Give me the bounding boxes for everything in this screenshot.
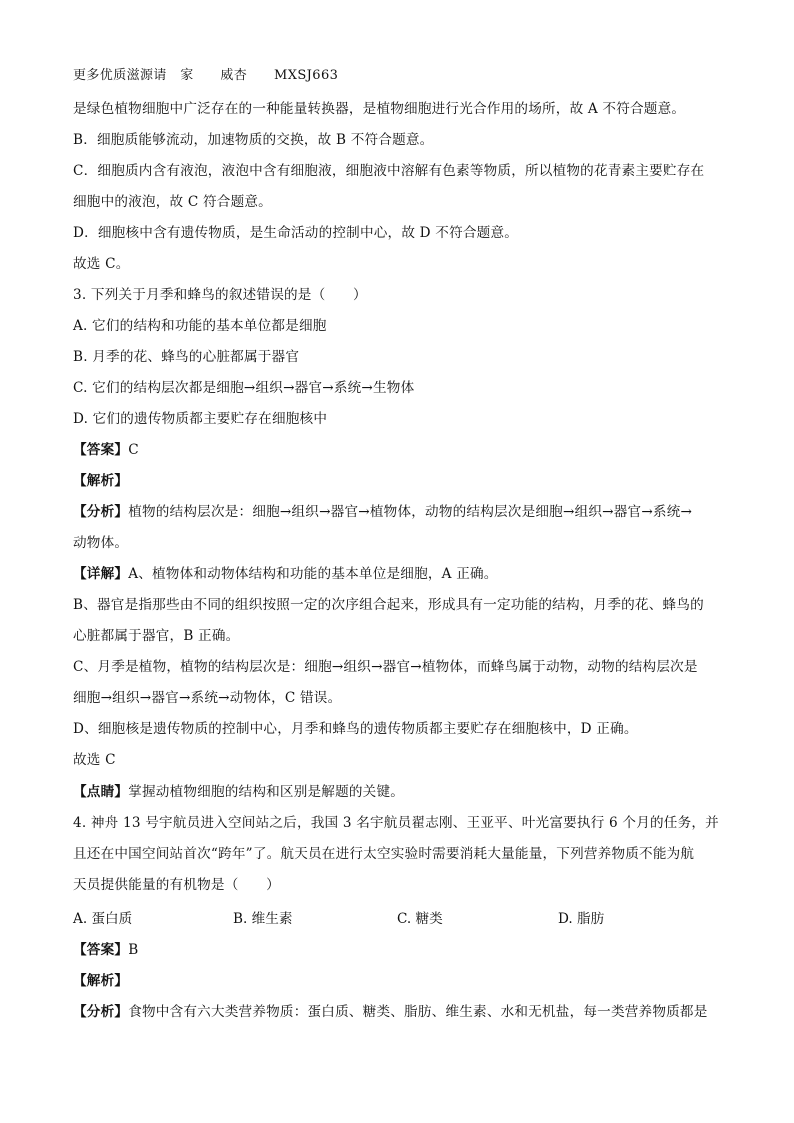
comment-line: 【点睛】掌握动植物细胞的结构和区别是解题的关键。 [73,784,405,800]
answer-line: 【答案】B [73,942,139,958]
option-a: A. 蛋白质 [73,911,133,927]
question-stem: 3. 下列关于月季和蜂鸟的叙述错误的是（ ） [73,287,367,303]
analysis-tag: 【解析】 [73,473,129,489]
text-line: 心脏都属于器官，B 正确。 [73,628,240,644]
page-header-watermark: 更多优质滋源请 家 威杏 MXSJ663 [73,68,339,83]
dianjing-tag: 【点睛】 [73,784,129,800]
text-line: C．细胞质内含有液泡，液泡中含有细胞液，细胞液中溶解有色素等物质，所以植物的花青素主要贮存在 [73,163,705,179]
option-line: D. 它们的遗传物质都主要贮存在细胞核中 [73,411,328,427]
option-c: C. 糖类 [397,911,443,927]
answer-line: 【答案】C [73,442,139,458]
text-line: C、月季是植物，植物的结构层次是：细胞→组织→器官→植物体，而蜂鸟属于动物，动物的结构层次是 [73,659,698,675]
text-line: 天员提供能量的有机物是（ ） [73,877,280,893]
text-line: 故选 C [73,752,116,768]
text-line: B、器官是指那些由不同的组织按照一定的次序组合起来，形成具有一定功能的结构，月季的花、蜂鸟的 [73,597,704,613]
text-line: 细胞中的液泡，故 C 符合题意。 [73,194,272,210]
answer-tag: 【答案】 [73,942,129,958]
text-line: D、细胞核是遗传物质的控制中心，月季和蜂鸟的遗传物质都主要贮存在细胞核中，D 正确。 [73,721,638,737]
analysis-heading [73,971,734,991]
xiangjie-tag: 【详解】 [73,566,129,582]
option-d: D. 脂肪 [558,911,605,927]
option-b: B. 维生素 [233,911,293,927]
text-line: B．细胞质能够流动，加速物质的交换，故 B 不符合题意。 [73,132,434,148]
options-row [73,909,733,929]
text-line: 是绿色植物细胞中广泛存在的一种能量转换器，是植物细胞进行光合作用的场所，故 A 不符合题意。 [73,101,686,117]
analysis-line: 【分析】植物的结构层次是：细胞→组织→器官→植物体，动物的结构层次是细胞→组织→器官→系统→ [73,504,693,520]
option-line: B. 月季的花、蜂鸟的心脏都属于器官 [73,349,300,365]
option-line: A. 它们的结构和功能的基本单位都是细胞 [73,318,327,334]
detail-line: 【详解】A、植物体和动物体结构和功能的基本单位是细胞，A 正确。 [73,566,498,582]
text-line: D．细胞核中含有遗传物质，是生命活动的控制中心，故 D 不符合题意。 [73,225,519,241]
analysis-line: 【分析】食物中含有六大类营养物质：蛋白质、糖类、脂肪、维生素、水和无机盐，每一类营养物质都是 [73,1004,708,1020]
analysis-heading [73,471,734,491]
fenxi-tag: 【分析】 [73,1004,129,1020]
answer-tag: 【答案】 [73,442,129,458]
fenxi-tag: 【分析】 [73,504,129,520]
question-stem: 4. 神舟 13 号宇航员进入空间站之后，我国 3 名宇航员翟志刚、王亚平、叶光富要执行 6 个月的任务，并 [73,815,719,831]
text-line: 且还在中国空间站首次“跨年”了。航天员在进行太空实验时需要消耗大量能量，下列营养物质不能为航 [73,846,695,862]
text-line: 故选 C。 [73,256,130,272]
text-line: 细胞→组织→器官→系统→动物体，C 错误。 [73,690,342,706]
option-line: C. 它们的结构层次都是细胞→组织→器官→系统→生物体 [73,380,415,396]
analysis-tag: 【解析】 [73,973,129,989]
text-line: 动物体。 [73,535,129,551]
